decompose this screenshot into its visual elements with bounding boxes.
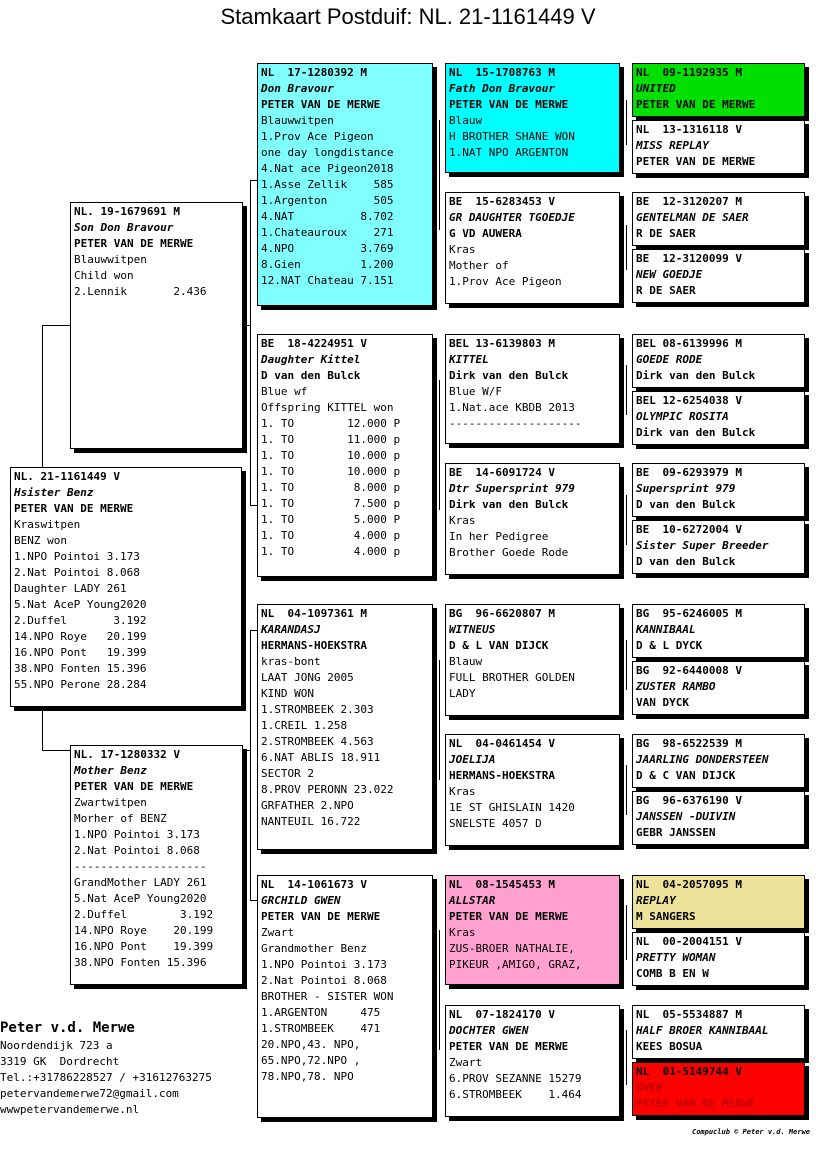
breeder-email: petervandemerwe72@gmail.com bbox=[0, 1087, 179, 1100]
breeder-name: Dirk van den Bulck bbox=[636, 369, 756, 382]
pigeon-card-ggp-1 bbox=[445, 63, 620, 173]
pigeon-card-gen5-14 bbox=[632, 932, 805, 986]
pigeon-name: KITTEL bbox=[449, 353, 489, 366]
pigeon-name: KANNIBAAL bbox=[636, 623, 696, 636]
breeder-name: PETER VAN DE MERWE bbox=[449, 1040, 569, 1053]
breeder-name: PETER VAN DE MERWE bbox=[449, 98, 569, 111]
pigeon-info-line: 1. TO 5.000 P bbox=[261, 513, 401, 526]
pigeon-card-gen5-1 bbox=[632, 63, 805, 117]
pigeon-info-line: 1E ST GHISLAIN 1420 bbox=[449, 801, 575, 814]
breeder-name: M SANGERS bbox=[636, 910, 696, 923]
pigeon-card-gen5-2 bbox=[632, 120, 805, 174]
pigeon-card-gen5-12 bbox=[632, 791, 805, 845]
ring-number: NL 15-1708763 M bbox=[449, 66, 555, 79]
pigeon-info-line: 1.STROMBEEK 471 bbox=[261, 1022, 381, 1035]
pigeon-info-line: 4.Nat ace Pigeon2018 bbox=[261, 162, 394, 175]
pigeon-info-line: 20.NPO,43. NPO, bbox=[261, 1038, 361, 1051]
pigeon-card-ggp-4 bbox=[445, 463, 620, 575]
connector-line bbox=[439, 380, 440, 510]
ring-number: BE 12-3120099 V bbox=[636, 252, 742, 265]
connector-line bbox=[626, 765, 627, 815]
pigeon-info-line: Grandmother Benz bbox=[261, 942, 367, 955]
ring-number: BEL 08-6139996 M bbox=[636, 337, 742, 350]
breeder-name: G VD AUWERA bbox=[449, 227, 522, 240]
pigeon-info-line: 2.Lennik 2.436 bbox=[74, 285, 207, 298]
breeder-name: HERMANS-HOEKSTRA bbox=[261, 639, 367, 652]
pigeon-name: PRETTY WOMAN bbox=[636, 951, 716, 964]
pigeon-info-line: H BROTHER SHANE WON bbox=[449, 130, 575, 143]
pigeon-info-line: 1.Prov Ace Pigeon bbox=[449, 275, 562, 288]
pigeon-info-line: Kraswitpen bbox=[14, 518, 81, 531]
breeder-name: R DE SAER bbox=[636, 227, 696, 240]
breeder-address: Noordendijk 723 a bbox=[0, 1039, 113, 1052]
pigeon-card-ggp-3 bbox=[445, 334, 620, 444]
pigeon-info-line: 2.Duffel 3.192 bbox=[14, 614, 147, 627]
pigeon-info-line: LADY bbox=[449, 687, 476, 700]
pigeon-info-line: 38.NPO Fonten 15.396 bbox=[14, 662, 147, 675]
pigeon-info-line: 4.NAT 8.702 bbox=[261, 210, 394, 223]
ring-number: BG 96-6620807 M bbox=[449, 607, 555, 620]
pigeon-info-line: KIND WON bbox=[261, 687, 314, 700]
ring-number: NL 13-1316118 V bbox=[636, 123, 742, 136]
pigeon-name: Daughter Kittel bbox=[261, 353, 361, 366]
pigeon-info-line: 5.Nat AceP Young2020 bbox=[14, 598, 147, 611]
pigeon-info-line: 1. TO 10.000 p bbox=[261, 465, 401, 478]
ring-number: BG 98-6522539 M bbox=[636, 737, 742, 750]
pigeon-info-line: 5.Nat AceP Young2020 bbox=[74, 892, 207, 905]
pigeon-card-grandmother-maternal bbox=[257, 875, 433, 1118]
connector-line bbox=[626, 225, 627, 270]
breeder-info bbox=[0, 1018, 212, 1118]
pigeon-card-gen5-3 bbox=[632, 192, 805, 246]
ring-number: NL 04-1097361 M bbox=[261, 607, 367, 620]
pigeon-name: ALLSTAR bbox=[449, 894, 496, 907]
pigeon-info-line: 1.CREIL 1.258 bbox=[261, 719, 348, 732]
pigeon-info-line: 1. TO 10.000 p bbox=[261, 449, 401, 462]
ring-number: NL 07-1824170 V bbox=[449, 1008, 555, 1021]
pigeon-info-line: SECTOR 2 bbox=[261, 767, 314, 780]
connector-line bbox=[243, 750, 251, 751]
pigeon-info-line: Daughter LADY 261 bbox=[14, 582, 127, 595]
pigeon-info-line: 2.STROMBEEK 4.563 bbox=[261, 735, 374, 748]
connector-line bbox=[626, 495, 627, 545]
breeder-name: PETER VAN DE MERWE bbox=[636, 155, 756, 168]
pigeon-info-line: 4.NPO 3.769 bbox=[261, 242, 394, 255]
pigeon-info-line: 78.NPO,78. NPO bbox=[261, 1070, 354, 1083]
breeder-name: GEBR JANSSEN bbox=[636, 826, 716, 839]
pigeon-info-line: 65.NPO,72.NPO , bbox=[261, 1054, 361, 1067]
pigeon-info-line: Kras bbox=[449, 243, 476, 256]
pigeon-info-line: Offspring KITTEL won bbox=[261, 401, 394, 414]
pigeon-name: DOCHTER GWEN bbox=[449, 1024, 529, 1037]
breeder-name: COMB B EN W bbox=[636, 967, 709, 980]
pigeon-info-line: 1. TO 4.000 p bbox=[261, 529, 401, 542]
breeder-name: Dirk van den Bulck bbox=[449, 369, 569, 382]
pigeon-info-line: GRFATHER 2.NPO bbox=[261, 799, 354, 812]
pigeon-name: Fath Don Bravour bbox=[449, 82, 555, 95]
breeder-name: PETER VAN DE MERWE bbox=[74, 780, 194, 793]
pigeon-info-line: 12.NAT Chateau 7.151 bbox=[261, 274, 394, 287]
breeder-name: KEES BOSUA bbox=[636, 1040, 703, 1053]
connector-line bbox=[626, 905, 627, 960]
breeder-name: R DE SAER bbox=[636, 284, 696, 297]
pigeon-info-line: Blue W/F bbox=[449, 385, 502, 398]
pigeon-card-main bbox=[10, 467, 242, 707]
breeder-name: Peter v.d. Merwe bbox=[0, 1020, 135, 1036]
pigeon-info-line: 16.NPO Pont 19.399 bbox=[14, 646, 147, 659]
breeder-name: D van den Bulck bbox=[636, 555, 736, 568]
ring-number: BE 15-6283453 V bbox=[449, 195, 555, 208]
pigeon-info-line: Blauw bbox=[449, 114, 483, 127]
breeder-name: D van den Bulck bbox=[636, 498, 736, 511]
pigeon-card-grandfather-maternal bbox=[257, 604, 433, 850]
ring-number: NL. 19-1679691 M bbox=[74, 205, 180, 218]
pigeon-info-line: 6.STROMBEEK 1.464 bbox=[449, 1088, 582, 1101]
connector-line bbox=[626, 100, 627, 145]
pigeon-name: JAARLING DONDERSTEEN bbox=[636, 753, 769, 766]
pigeon-name: NEW GOEDJE bbox=[636, 268, 703, 281]
pigeon-info-line: 6.NAT ABLIS 18.911 bbox=[261, 751, 381, 764]
ring-number: BE 18-4224951 V bbox=[261, 337, 367, 350]
breeder-name: PETER VAN DE MERWE bbox=[74, 237, 194, 250]
pigeon-info-line: Kras bbox=[449, 514, 476, 527]
connector-line bbox=[439, 660, 440, 780]
pigeon-name: GOEDE RODE bbox=[636, 353, 703, 366]
pigeon-info-line: 1. TO 12.000 P bbox=[261, 417, 401, 430]
pigeon-name: Don Bravour bbox=[261, 82, 334, 95]
pigeon-info-line: 1.NPO Pointoi 3.173 bbox=[74, 828, 200, 841]
pigeon-info-line: 16.NPO Pont 19.399 bbox=[74, 940, 214, 953]
connector-line bbox=[250, 630, 251, 900]
pigeon-info-line: 8.PROV PERONN 23.022 bbox=[261, 783, 394, 796]
pigeon-info-line: PIKEUR ,AMIGO, GRAZ, bbox=[449, 958, 582, 971]
pigeon-name: JANSSEN -DUIVIN bbox=[636, 810, 736, 823]
pigeon-info-line: 1. TO 8.000 p bbox=[261, 481, 401, 494]
pigeon-info-line: 1.Nat.ace KBDB 2013 bbox=[449, 401, 575, 414]
breeder-name: PETER VAN DE MERWE bbox=[14, 502, 134, 515]
pigeon-info-line: 1. TO 11.000 p bbox=[261, 433, 401, 446]
page-title: Stamkaart Postduif: NL. 21-1161449 V bbox=[220, 4, 596, 29]
connector-line bbox=[626, 1030, 627, 1085]
pigeon-name: ZUSTER RAMBO bbox=[636, 680, 716, 693]
pigeon-info-line: 2.Nat Pointoi 8.068 bbox=[261, 974, 387, 987]
pigeon-name: Sister Super Breeder bbox=[636, 539, 769, 552]
pigeon-name: Supersprint 979 bbox=[636, 482, 736, 495]
pigeon-card-gen5-8 bbox=[632, 520, 805, 574]
pigeon-info-line: Mother of bbox=[449, 259, 509, 272]
breeder-city: 3319 GK Dordrecht bbox=[0, 1055, 120, 1068]
pigeon-info-line: 14.NPO Roye 20.199 bbox=[14, 630, 147, 643]
pigeon-card-gen5-16 bbox=[632, 1062, 805, 1116]
pigeon-name: JOELIJA bbox=[449, 753, 496, 766]
pigeon-name: Mother Benz bbox=[74, 764, 147, 777]
breeder-name: D & C VAN DIJCK bbox=[636, 769, 736, 782]
pigeon-info-line: Blauwwitpen bbox=[261, 114, 334, 127]
pigeon-info-line: 1.STROMBEEK 2.303 bbox=[261, 703, 374, 716]
breeder-name: D & L VAN DIJCK bbox=[449, 639, 549, 652]
pigeon-info-line: Zwartwitpen bbox=[74, 796, 147, 809]
pigeon-card-father bbox=[70, 202, 243, 449]
connector-line bbox=[626, 640, 627, 690]
ring-number: NL 00-2004151 V bbox=[636, 935, 742, 948]
ring-number: BG 96-6376190 V bbox=[636, 794, 742, 807]
connector-line bbox=[250, 180, 251, 505]
pigeon-card-ggp-5 bbox=[445, 604, 620, 716]
pigeon-card-mother bbox=[70, 745, 243, 985]
pigeon-card-gen5-4 bbox=[632, 249, 805, 303]
pigeon-info-line: 1.NPO Pointoi 3.173 bbox=[14, 550, 140, 563]
breeder-name: PETER VAN DE MERWE bbox=[261, 98, 381, 111]
ring-number: NL 14-1061673 V bbox=[261, 878, 367, 891]
pigeon-card-gen5-11 bbox=[632, 734, 805, 788]
pigeon-card-gen5-7 bbox=[632, 463, 805, 517]
ring-number: BG 92-6440008 V bbox=[636, 664, 742, 677]
pigeon-info-line: SNELSTE 4057 D bbox=[449, 817, 542, 830]
pigeon-card-gen5-15 bbox=[632, 1005, 805, 1059]
pigeon-info-line: 1.ARGENTON 475 bbox=[261, 1006, 381, 1019]
pigeon-card-gen5-13 bbox=[632, 875, 805, 929]
pigeon-info-line: ZUS-BROER NATHALIE, bbox=[449, 942, 575, 955]
pigeon-info-line: 1. TO 7.500 p bbox=[261, 497, 401, 510]
pigeon-info-line: Blauw bbox=[449, 655, 483, 668]
pigeon-info-line: 1. TO 4.000 p bbox=[261, 545, 401, 558]
pigeon-name: KARANDASJ bbox=[261, 623, 321, 636]
ring-number: BEL 12-6254038 V bbox=[636, 394, 742, 407]
pigeon-card-ggp-8 bbox=[445, 1005, 620, 1117]
breeder-name: PETER VAN DE MERWE bbox=[449, 910, 569, 923]
connector-line bbox=[439, 930, 440, 1050]
connector-line bbox=[439, 120, 440, 230]
ring-number: NL 04-2057095 M bbox=[636, 878, 742, 891]
ring-number: NL 04-0461454 V bbox=[449, 737, 555, 750]
pigeon-card-grandfather-paternal bbox=[257, 63, 433, 306]
pigeon-info-line: Kras bbox=[449, 926, 476, 939]
pigeon-info-line: 6.PROV SEZANNE 15279 bbox=[449, 1072, 582, 1085]
connector-line bbox=[243, 325, 251, 326]
connector-line bbox=[42, 750, 72, 751]
pigeon-name: GENTELMAN DE SAER bbox=[636, 211, 749, 224]
pigeon-info-line: 1.Argenton 505 bbox=[261, 194, 394, 207]
ring-number: BEL 13-6139803 M bbox=[449, 337, 555, 350]
pigeon-info-line: one day longdistance bbox=[261, 146, 394, 159]
ring-number: NL. 17-1280332 V bbox=[74, 748, 180, 761]
connector-line bbox=[626, 365, 627, 415]
pigeon-info-line: Brother Goede Rode bbox=[449, 546, 569, 559]
pigeon-info-line: 55.NPO Perone 28.284 bbox=[14, 678, 147, 691]
breeder-name: VAN DYCK bbox=[636, 696, 689, 709]
pigeon-info-line: 2.Nat Pointoi 8.068 bbox=[74, 844, 200, 857]
footer-copyright: Compuclub © Peter v.d. Merwe bbox=[691, 1128, 810, 1136]
pigeon-name: GWEN bbox=[636, 1081, 663, 1094]
ring-number: NL. 21-1161449 V bbox=[14, 470, 120, 483]
pigeon-name: MISS REPLAY bbox=[636, 139, 709, 152]
ring-number: NL 09-1192935 M bbox=[636, 66, 742, 79]
pigeon-name: Dtr Supersprint 979 bbox=[449, 482, 575, 495]
ring-number: NL 05-5534887 M bbox=[636, 1008, 742, 1021]
pigeon-name: WITNEUS bbox=[449, 623, 496, 636]
pigeon-name: OLYMPIC ROSITA bbox=[636, 410, 729, 423]
breeder-name: PETER VAN DE MERWE bbox=[636, 1097, 756, 1110]
pigeon-info-line: -------------------- bbox=[74, 860, 207, 873]
pigeon-info-line: 38.NPO Fonten 15.396 bbox=[74, 956, 207, 969]
ring-number: BE 09-6293979 M bbox=[636, 466, 742, 479]
breeder-name: Dirk van den Bulck bbox=[636, 426, 756, 439]
pigeon-card-ggp-2 bbox=[445, 192, 620, 304]
pigeon-info-line: 1.NAT NPO ARGENTON bbox=[449, 146, 569, 159]
ring-number: NL 17-1280392 M bbox=[261, 66, 367, 79]
pigeon-info-line: BROTHER - SISTER WON bbox=[261, 990, 394, 1003]
pigeon-info-line: 2.Nat Pointoi 8.068 bbox=[14, 566, 140, 579]
pigeon-info-line: 1.Asse Zellik 585 bbox=[261, 178, 394, 191]
ring-number: NL 01-5149744 V bbox=[636, 1065, 742, 1078]
breeder-name: D & L DYCK bbox=[636, 639, 703, 652]
pigeon-info-line: LAAT JONG 2005 bbox=[261, 671, 354, 684]
pigeon-info-line: Blue wf bbox=[261, 385, 308, 398]
ring-number: BG 95-6246005 M bbox=[636, 607, 742, 620]
pigeon-info-line: In her Pedigree bbox=[449, 530, 549, 543]
ring-number: BE 12-3120207 M bbox=[636, 195, 742, 208]
pigeon-card-gen5-10 bbox=[632, 661, 805, 715]
ring-number: BE 14-6091724 V bbox=[449, 466, 555, 479]
pigeon-info-line: 1.Chateauroux 271 bbox=[261, 226, 394, 239]
pigeon-info-line: 1.NPO Pointoi 3.173 bbox=[261, 958, 387, 971]
pigeon-info-line: kras-bont bbox=[261, 655, 321, 668]
ring-number: BE 10-6272004 V bbox=[636, 523, 742, 536]
pigeon-info-line: 8.Gien 1.200 bbox=[261, 258, 394, 271]
pigeon-info-line: Zwart bbox=[261, 926, 295, 939]
connector-line bbox=[42, 325, 72, 326]
pigeon-info-line: GrandMother LADY 261 bbox=[74, 876, 207, 889]
pigeon-card-grandmother-paternal bbox=[257, 334, 433, 577]
pigeon-info-line: NANTEUIL 16.722 bbox=[261, 815, 361, 828]
breeder-name: Dirk van den Bulck bbox=[449, 498, 569, 511]
pigeon-info-line: Child won bbox=[74, 269, 134, 282]
ring-number: NL 08-1545453 M bbox=[449, 878, 555, 891]
pigeon-name: UNITED bbox=[636, 82, 676, 95]
pigeon-name: Hsister Benz bbox=[14, 486, 94, 499]
pigeon-card-ggp-6 bbox=[445, 734, 620, 846]
breeder-name: HERMANS-HOEKSTRA bbox=[449, 769, 555, 782]
pigeon-name: HALF BROER KANNIBAAL bbox=[636, 1024, 769, 1037]
breeder-phone: Tel.:+31786228527 / +31612763275 bbox=[0, 1071, 212, 1084]
breeder-name: PETER VAN DE MERWE bbox=[636, 98, 756, 111]
pigeon-info-line: Morher of BENZ bbox=[74, 812, 167, 825]
breeder-name: PETER VAN DE MERWE bbox=[261, 910, 381, 923]
pigeon-card-gen5-5 bbox=[632, 334, 805, 388]
pigeon-info-line: Blauwwitpen bbox=[74, 253, 147, 266]
pigeon-info-line: BENZ won bbox=[14, 534, 67, 547]
pigeon-info-line: 14.NPO Roye 20.199 bbox=[74, 924, 214, 937]
breeder-name: D van den Bulck bbox=[261, 369, 361, 382]
pigeon-info-line: -------------------- bbox=[449, 417, 582, 430]
pigeon-name: GR DAUGHTER TGOEDJE bbox=[449, 211, 575, 224]
pigeon-name: REPLAY bbox=[636, 894, 676, 907]
pigeon-info-line: Kras bbox=[449, 785, 476, 798]
pigeon-card-gen5-9 bbox=[632, 604, 805, 658]
pigeon-info-line: FULL BROTHER GOLDEN bbox=[449, 671, 575, 684]
breeder-website: wwwpetervandemerwe.nl bbox=[0, 1103, 140, 1116]
pigeon-info-line: Zwart bbox=[449, 1056, 483, 1069]
pigeon-card-gen5-6 bbox=[632, 391, 805, 445]
pigeon-info-line: 1.Prov Ace Pigeon bbox=[261, 130, 374, 143]
pigeon-info-line: 2.Duffel 3.192 bbox=[74, 908, 214, 921]
pigeon-card-ggp-7 bbox=[445, 875, 620, 985]
pigeon-name: GRCHILD GWEN bbox=[261, 894, 341, 907]
pigeon-name: Son Don Bravour bbox=[74, 221, 174, 234]
